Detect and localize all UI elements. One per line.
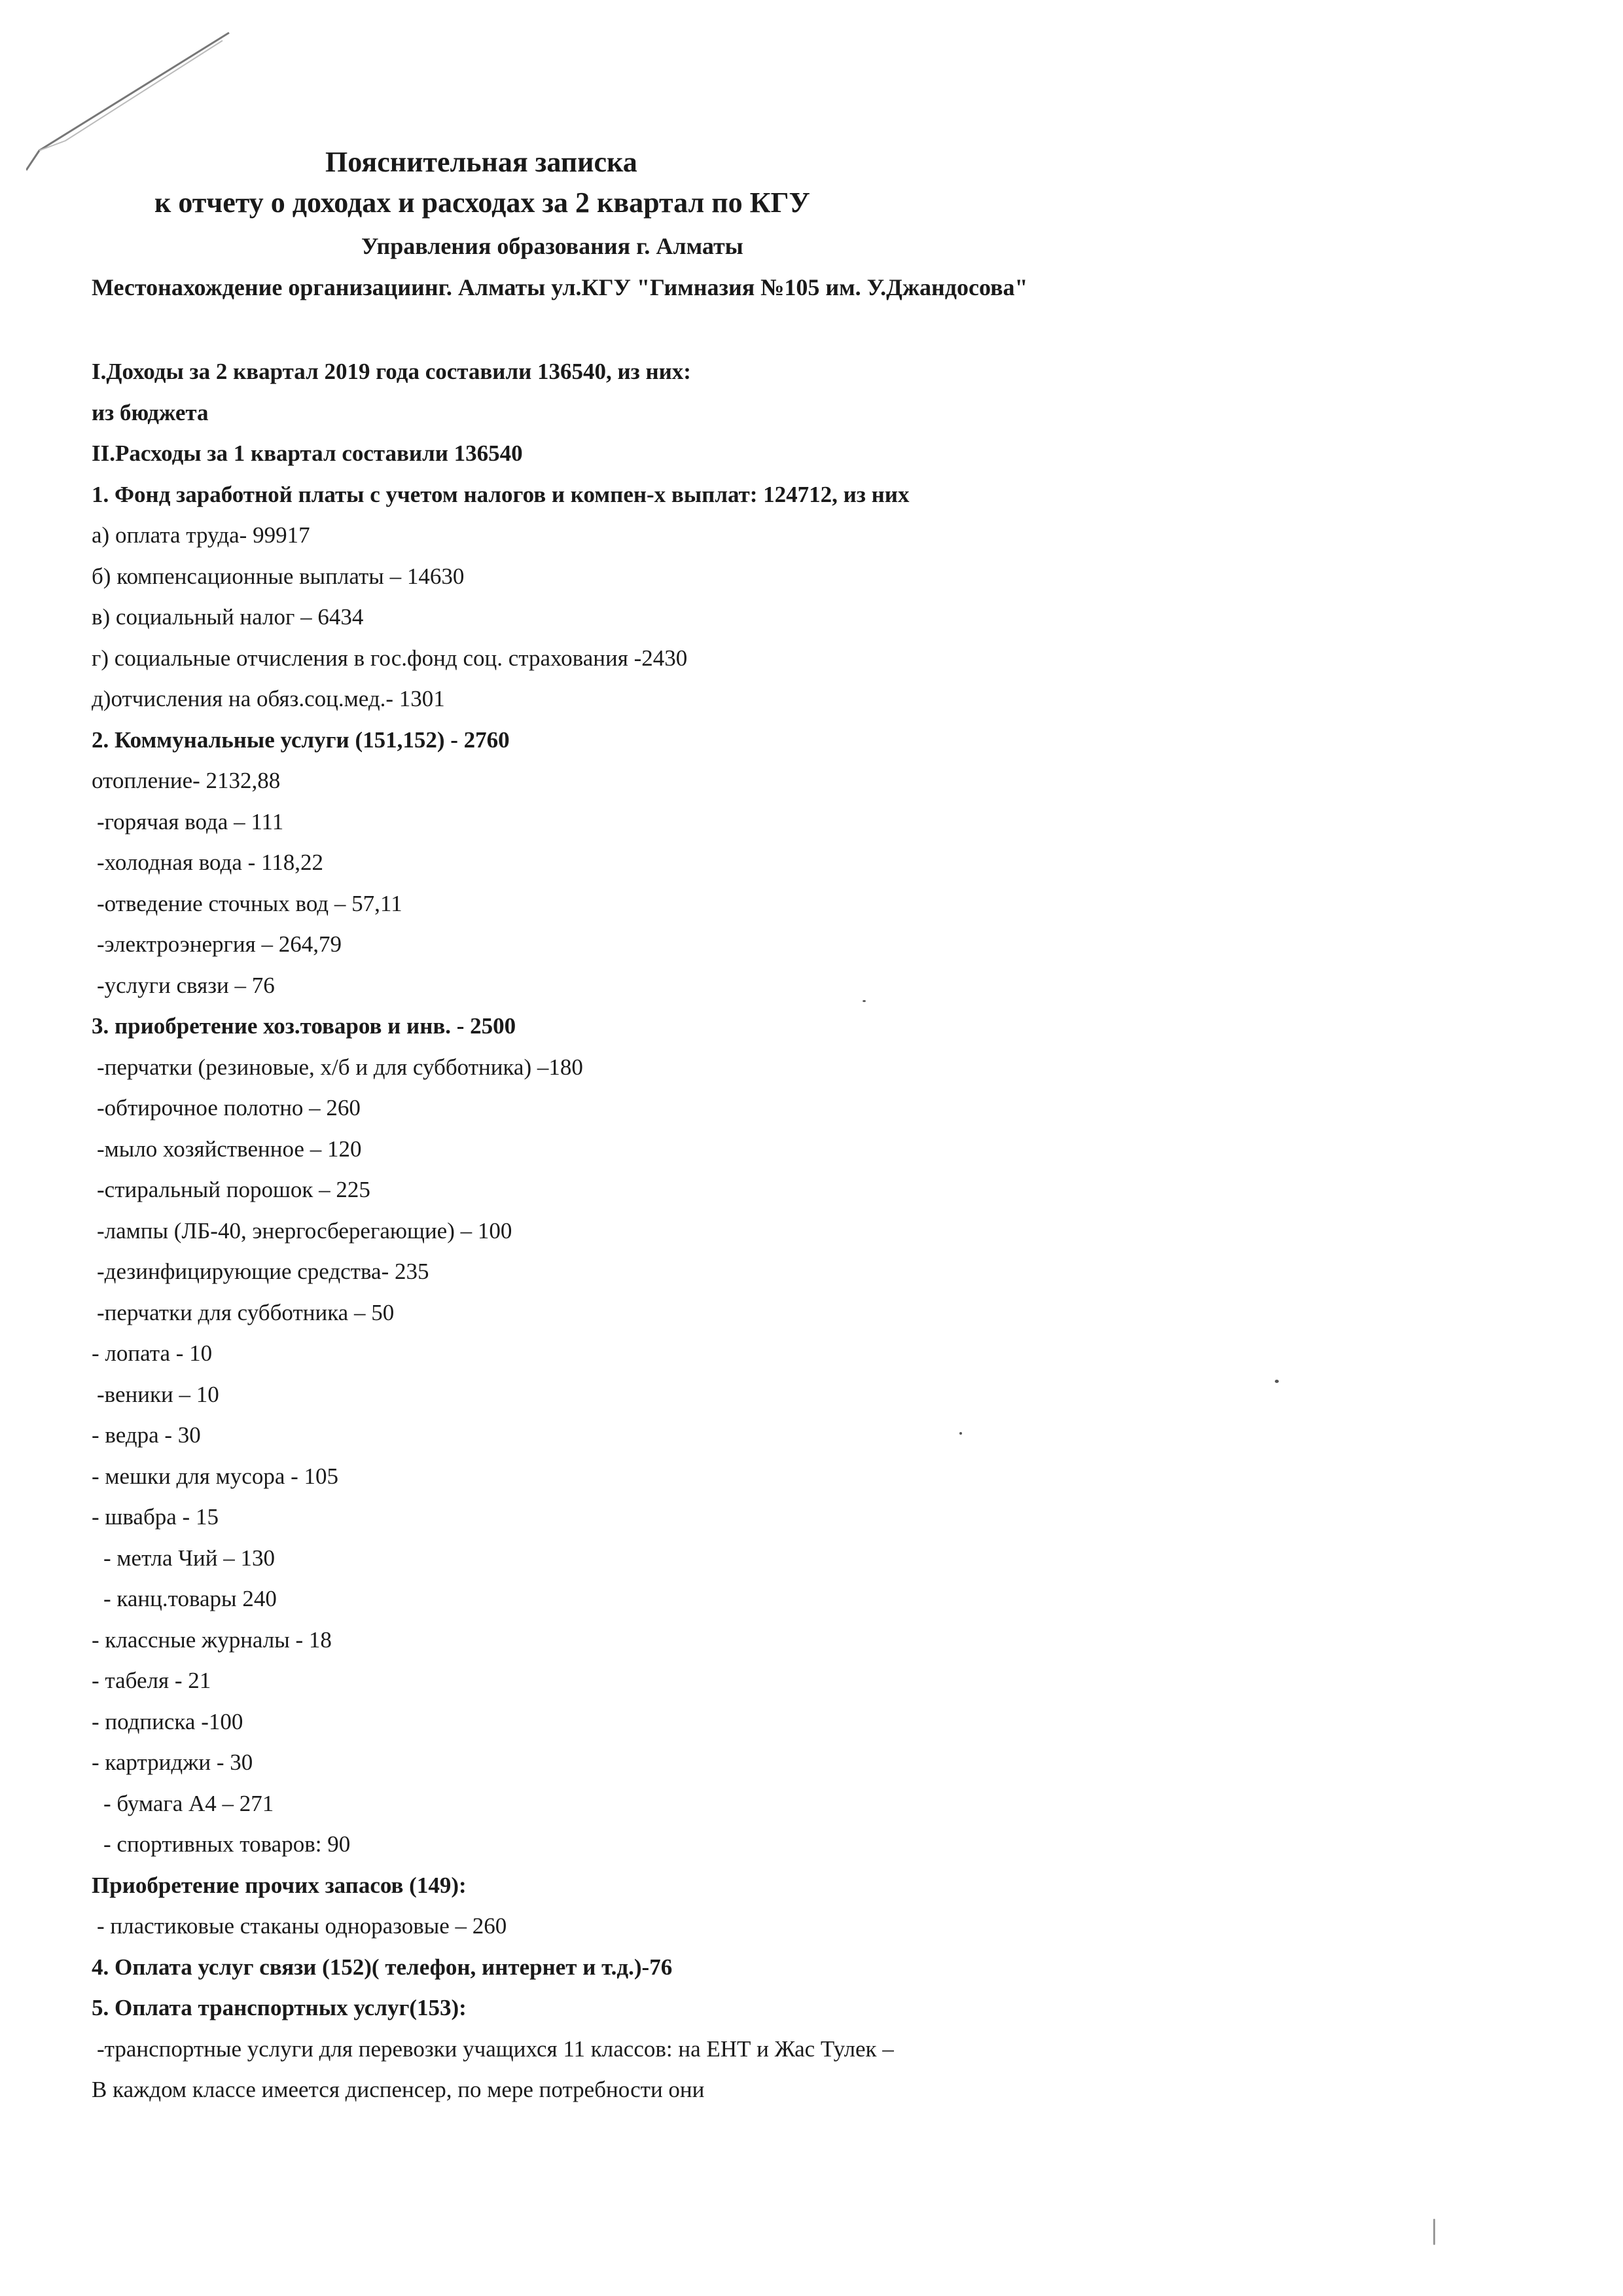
document-subtitle: к отчету о доходах и расходах за 2 квартал по КГУ: [154, 187, 810, 219]
section-heading: 1. Фонд заработной платы с учетом налогов и компен-х выплат: 124712, из них: [92, 481, 910, 507]
section-heading: 3. приобретение хоз.товаров и инв. - 2500: [92, 1013, 516, 1039]
section-heading: 4. Оплата услуг связи (152)( телефон, интернет и т.д.)-76: [92, 1954, 673, 1980]
text-line: - швабра - 15: [92, 1504, 219, 1530]
text-line: - канц.товары 240: [103, 1586, 277, 1611]
text-line: -стиральный порошок – 225: [97, 1177, 370, 1202]
text-line: -веники – 10: [97, 1381, 219, 1407]
text-line: - табеля - 21: [92, 1668, 211, 1693]
text-line: б) компенсационные выплаты – 14630: [92, 563, 465, 589]
text-line: -перчатки для субботника – 50: [97, 1299, 395, 1325]
text-line: - пластиковые стаканы одноразовые – 260: [97, 1913, 507, 1939]
text-line: -холодная вода - 118,22: [97, 850, 323, 875]
text-line: - лопата - 10: [92, 1340, 213, 1366]
income-source-line: из бюджета: [92, 399, 209, 425]
text-line: - мешки для мусора - 105: [92, 1463, 339, 1489]
text-line: - метла Чий – 130: [103, 1545, 275, 1571]
text-line: - спортивных товаров: 90: [103, 1831, 351, 1857]
section-heading: 5. Оплата транспортных услуг(153):: [92, 1995, 467, 2020]
text-line: отопление- 2132,88: [92, 768, 281, 793]
text-line: - подписка -100: [92, 1708, 243, 1734]
text-line: -мыло хозяйственное – 120: [97, 1136, 362, 1162]
text-line: -транспортные услуги для перевозки учащихся 11 классов: на ЕНТ и Жас Тулек –: [97, 2036, 894, 2062]
scan-speck: [1433, 2219, 1435, 2245]
text-line: в) социальный налог – 6434: [92, 604, 364, 630]
section-heading: Приобретение прочих запасов (149):: [92, 1872, 467, 1898]
text-line: В каждом классе имеется диспенсер, по мере потребности они: [92, 2077, 705, 2102]
section-heading: 2. Коммунальные услуги (151,152) - 2760: [92, 726, 510, 753]
text-line: -дезинфицирующие средства- 235: [97, 1259, 429, 1284]
income-line: I.Доходы за 2 квартал 2019 года составили 136540, из них:: [92, 359, 691, 384]
text-line: - картриджи - 30: [92, 1749, 253, 1775]
text-line: -горячая вода – 111: [97, 808, 284, 834]
document-title: Пояснительная записка: [325, 146, 637, 178]
text-line: г) социальные отчисления в гос.фонд соц. страхования -2430: [92, 645, 688, 671]
organization-location: Местонахождение организациинг. Алматы ул.КГУ "Гимназия №105 им. У.Джандосова": [92, 274, 1028, 300]
scan-speck: [863, 1000, 866, 1002]
scan-speck: [959, 1432, 962, 1435]
text-line: - ведра - 30: [92, 1422, 201, 1448]
page-fold-mark: [26, 26, 249, 177]
text-line: -лампы (ЛБ-40, энергосберегающие) – 100: [97, 1217, 512, 1244]
text-line: а) оплата труда- 99917: [92, 522, 310, 548]
scan-speck: [1275, 1380, 1279, 1383]
text-line: - бумага А4 – 271: [103, 1790, 274, 1816]
expenses-line: II.Расходы за 1 квартал составили 136540: [92, 440, 523, 466]
text-line: д)отчисления на обяз.соц.мед.- 1301: [92, 686, 445, 711]
text-line: -электроэнергия – 264,79: [97, 931, 342, 957]
text-line: - классные журналы - 18: [92, 1626, 332, 1653]
text-line: -услуги связи – 76: [97, 972, 275, 998]
department-name: Управления образования г. Алматы: [361, 233, 743, 259]
text-line: -отведение сточных вод – 57,11: [97, 890, 402, 916]
document-body: [92, 351, 1571, 2111]
text-line: -обтирочное полотно – 260: [97, 1095, 361, 1121]
text-line: -перчатки (резиновые, х/б и для субботника) –180: [97, 1054, 583, 1080]
